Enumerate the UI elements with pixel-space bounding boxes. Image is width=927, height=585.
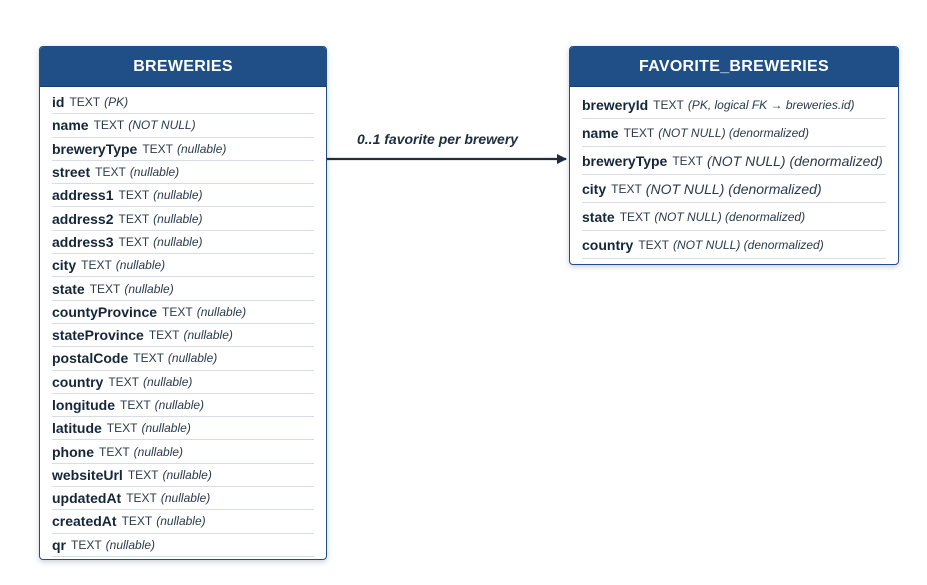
column-row — [582, 231, 886, 259]
column-type: TEXT — [108, 374, 140, 389]
column-constraint: (NOT NULL) (denormalized) — [707, 152, 883, 169]
column-constraint: (nullable) — [115, 258, 166, 273]
column-row — [52, 184, 314, 207]
column-type: TEXT — [162, 304, 193, 319]
column-row — [52, 464, 314, 487]
column-type: TEXT — [142, 141, 174, 156]
column-row — [582, 147, 886, 175]
column-constraint: (nullable) — [183, 328, 233, 343]
column-type: TEXT — [611, 181, 642, 196]
column-type: TEXT — [89, 281, 121, 296]
column-constraint: (nullable) — [129, 165, 180, 180]
column-row — [52, 277, 314, 300]
column-row — [52, 371, 314, 394]
column-row — [52, 254, 314, 277]
column-name: country — [582, 236, 634, 253]
breweries-columns — [40, 87, 326, 557]
column-constraint: (nullable) — [133, 444, 184, 459]
column-name: state — [52, 280, 85, 297]
column-row — [52, 324, 314, 347]
column-name: postalCode — [52, 350, 129, 367]
column-row — [52, 534, 314, 557]
column-type: TEXT — [121, 514, 153, 529]
column-constraint: (nullable) — [105, 537, 156, 552]
column-constraint: (NOT NULL) (denormalized) — [673, 237, 824, 252]
relationship-label: 0..1 favorite per brewery — [357, 131, 519, 147]
column-row — [582, 203, 886, 231]
column-type: TEXT — [133, 351, 164, 366]
column-row — [52, 301, 314, 324]
column-constraint: (nullable) — [160, 491, 211, 506]
column-constraint: (nullable) — [177, 141, 227, 156]
column-name: longitude — [52, 397, 115, 413]
column-row — [52, 347, 314, 370]
breweries-table-title: BREWERIES — [40, 47, 326, 87]
column-row — [52, 91, 314, 114]
column-name: breweryType — [52, 140, 138, 157]
column-constraint: (NOT NULL) (denormalized) — [654, 209, 806, 224]
column-constraint: (nullable) — [154, 398, 205, 412]
column-type: TEXT — [672, 153, 704, 168]
column-name: address3 — [52, 233, 114, 250]
column-row — [582, 119, 886, 147]
column-name: phone — [52, 443, 94, 460]
column-constraint: (nullable) — [141, 421, 191, 436]
column-name: address2 — [52, 210, 114, 227]
column-constraint: (NOT NULL) — [128, 118, 196, 133]
column-constraint: (PK) — [104, 95, 129, 110]
column-name: updatedAt — [52, 490, 122, 507]
column-constraint: (nullable) — [143, 374, 193, 389]
column-type: TEXT — [106, 421, 138, 436]
column-name: country — [52, 373, 104, 390]
column-constraint: (nullable) — [167, 351, 218, 366]
column-row — [582, 91, 886, 119]
column-type: TEXT — [653, 97, 684, 112]
column-constraint: (nullable) — [156, 514, 206, 529]
column-constraint: (nullable) — [153, 234, 203, 249]
column-type: TEXT — [148, 328, 180, 343]
favorite-breweries-table — [569, 46, 899, 265]
column-row — [52, 207, 314, 230]
column-type: TEXT — [81, 258, 112, 273]
column-type: TEXT — [69, 95, 101, 110]
column-constraint: (NOT NULL) (denormalized) — [645, 180, 822, 197]
column-name: breweryType — [582, 152, 668, 169]
column-name: countyProvince — [52, 303, 158, 320]
column-type: TEXT — [619, 209, 651, 224]
column-name: city — [52, 257, 77, 274]
column-type: TEXT — [126, 491, 157, 506]
column-type: TEXT — [118, 211, 150, 226]
column-type: TEXT — [99, 444, 130, 459]
column-type: TEXT — [93, 118, 125, 133]
column-constraint: (nullable) — [153, 211, 203, 226]
column-name: street — [52, 164, 91, 181]
column-constraint: (nullable) — [162, 467, 212, 482]
column-type: TEXT — [638, 237, 670, 252]
column-name: websiteUrl — [52, 466, 123, 483]
column-type: TEXT — [623, 125, 655, 140]
column-name: city — [582, 180, 607, 197]
column-name: createdAt — [52, 513, 117, 530]
column-name: state — [582, 208, 615, 225]
column-row — [52, 161, 314, 184]
column-name: name — [52, 117, 89, 134]
column-name: address1 — [52, 187, 114, 204]
column-name: stateProvince — [52, 327, 144, 344]
column-row — [52, 417, 314, 440]
column-type: TEXT — [118, 188, 150, 203]
column-name: id — [52, 94, 65, 111]
column-row — [52, 440, 314, 463]
column-name: qr — [52, 536, 66, 553]
column-constraint: (nullable) — [124, 281, 174, 296]
breweries-table — [39, 46, 327, 560]
column-row — [582, 175, 886, 203]
column-name: name — [582, 124, 619, 141]
favorite-breweries-table-title: FAVORITE_BREWERIES — [570, 47, 898, 87]
column-constraint: (NOT NULL) (denormalized) — [658, 125, 809, 140]
favorite-breweries-columns — [570, 87, 898, 259]
column-type: TEXT — [71, 537, 102, 552]
column-constraint: (PK, logical FK → breweries.id) — [687, 97, 855, 112]
column-row — [52, 487, 314, 510]
column-name: breweryId — [582, 96, 649, 113]
column-type: TEXT — [127, 467, 159, 482]
column-row — [52, 510, 314, 533]
column-type: TEXT — [118, 234, 150, 249]
column-type: TEXT — [120, 398, 151, 412]
column-row — [52, 394, 314, 417]
column-name: latitude — [52, 420, 102, 437]
column-row — [52, 138, 314, 161]
column-type: TEXT — [95, 165, 126, 180]
column-row — [52, 231, 314, 254]
column-row — [52, 114, 314, 137]
column-constraint: (nullable) — [196, 304, 247, 319]
column-constraint: (nullable) — [153, 188, 203, 203]
